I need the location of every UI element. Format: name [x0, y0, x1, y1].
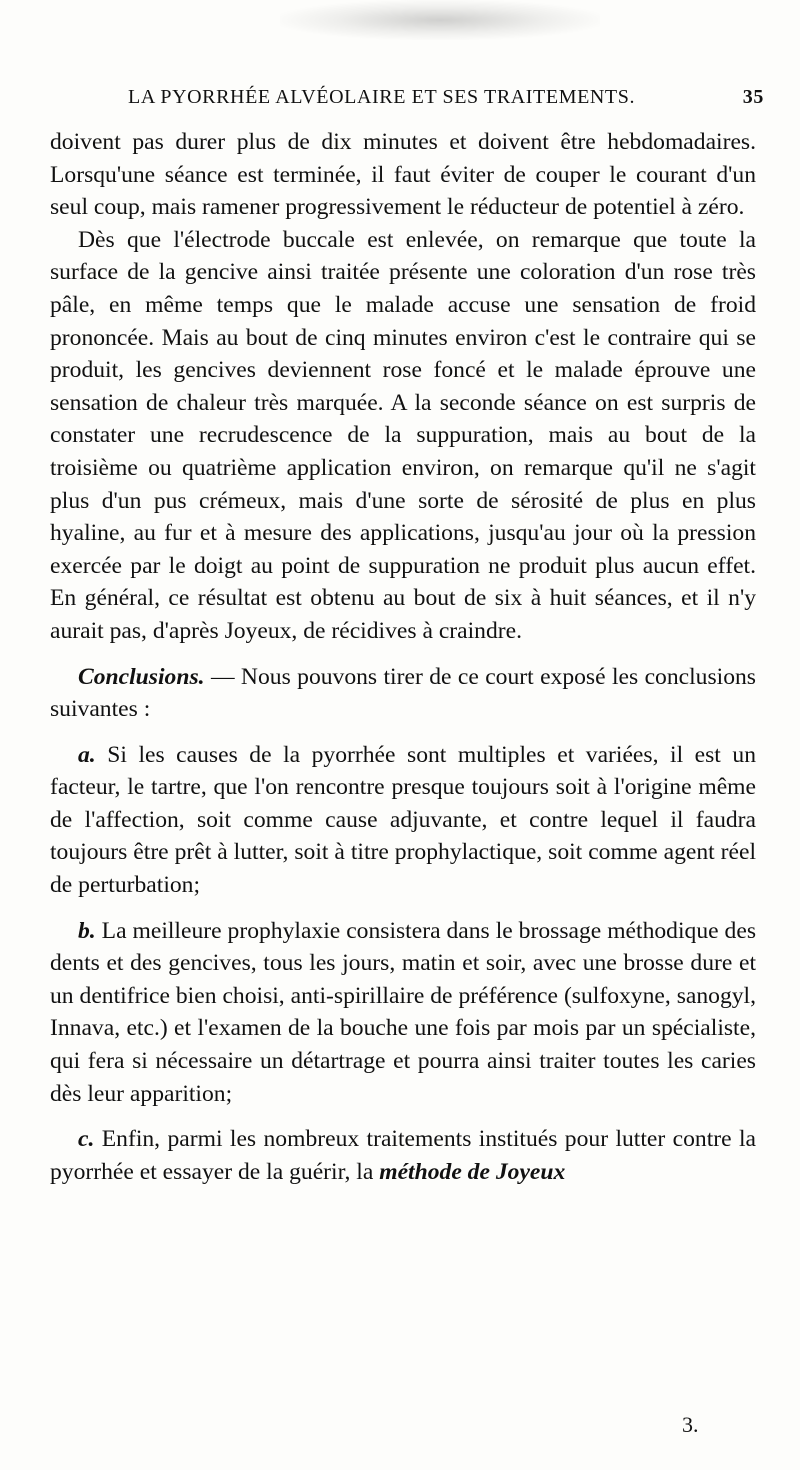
- item-a-text: Si les causes de la pyorrhée sont multiples et variées, il est un facteur, le tartre, que l'on rencontre presque toujours soit à l'origine même de l'affection, soit comme cause adjuvante, et contre lequel il faudra toujours être prêt à lutter, soit à titre prophylactique, soit comme agent réel de perturbation;: [50, 741, 756, 899]
- paragraph-1-text: doivent pas durer plus de dix minutes et doivent être hebdomadaires. Lorsqu'une séance est terminée, il faut éviter de couper le courant d'un seul coup, mais ramener progressivement le réducteur de potentiel à zéro.: [50, 129, 756, 221]
- running-header: [50, 86, 764, 114]
- paragraph-b: [50, 915, 756, 1111]
- paragraph-2-text: Dès que l'électrode buccale est enlevée, on remarque que toute la surface de la gencive ainsi traitée présente une coloration d'un rose très pâle, en même temps que le malade accuse une sensation de froid prononcée. Mais au bout de cinq minutes environ c'est le contraire qui se produit, les gencives deviennent rose foncé et le malade éprouve une sensation de chaleur très marquée. A la seconde séance on est surpris de constater une recrudescence de la suppuration, mais au bout de la troisième ou quatrième application environ, on remarque qu'il ne s'agit plus d'un pus crémeux, mais d'une sorte de sérosité de plus en plus hyaline, au fur et à mesure des applications, jusqu'au jour où la pression exercée par le doigt au point de suppuration ne produit plus aucun effet. En général, ce résultat est obtenu au bout de six à huit séances, et il n'y aurait pas, d'après Joyeux, de récidives à craindre.: [50, 226, 756, 644]
- page-number: 35: [742, 86, 764, 108]
- item-c-label: c.: [78, 1126, 95, 1153]
- item-a-label: a.: [78, 741, 96, 768]
- paragraph-1: [50, 126, 756, 224]
- item-b-text: La meilleure prophylaxie consistera dans le brossage méthodique des dents et des gencives, tous les jours, matin et soir, avec une brosse dure et un dentifrice bien choisi, anti-spirillaire de préférence (sulfoxyne, sanogyl, Innava, etc.) et l'examen de la bouche une fois par mois par un spécialiste, qui fera si nécessaire un détartrage et pourra ainsi traiter toutes les caries dès leur apparition;: [50, 917, 756, 1107]
- conclusions-label: Conclusions.: [78, 663, 205, 690]
- paragraph-a: [50, 739, 756, 902]
- running-title: LA PYORRHÉE ALVÉOLAIRE ET SES TRAITEMENTS.: [128, 86, 636, 108]
- paragraph-conclusions: [50, 661, 756, 726]
- paragraph-c: [50, 1123, 756, 1188]
- methode-joyeux: méthode de Joyeux: [379, 1158, 566, 1185]
- item-b-label: b.: [78, 917, 96, 944]
- body-text: [50, 126, 756, 1188]
- conclusions-text: — Nous pouvons tirer de ce court exposé les conclusions suivantes :: [50, 663, 756, 723]
- item-c-text: Enfin, parmi les nombreux traitements institués pour lutter contre la pyorrhée et essayer de la guérir, la: [50, 1126, 756, 1185]
- signature-mark: 3.: [682, 1412, 699, 1437]
- paragraph-2: [50, 224, 756, 648]
- scan-smudge: [280, 0, 600, 40]
